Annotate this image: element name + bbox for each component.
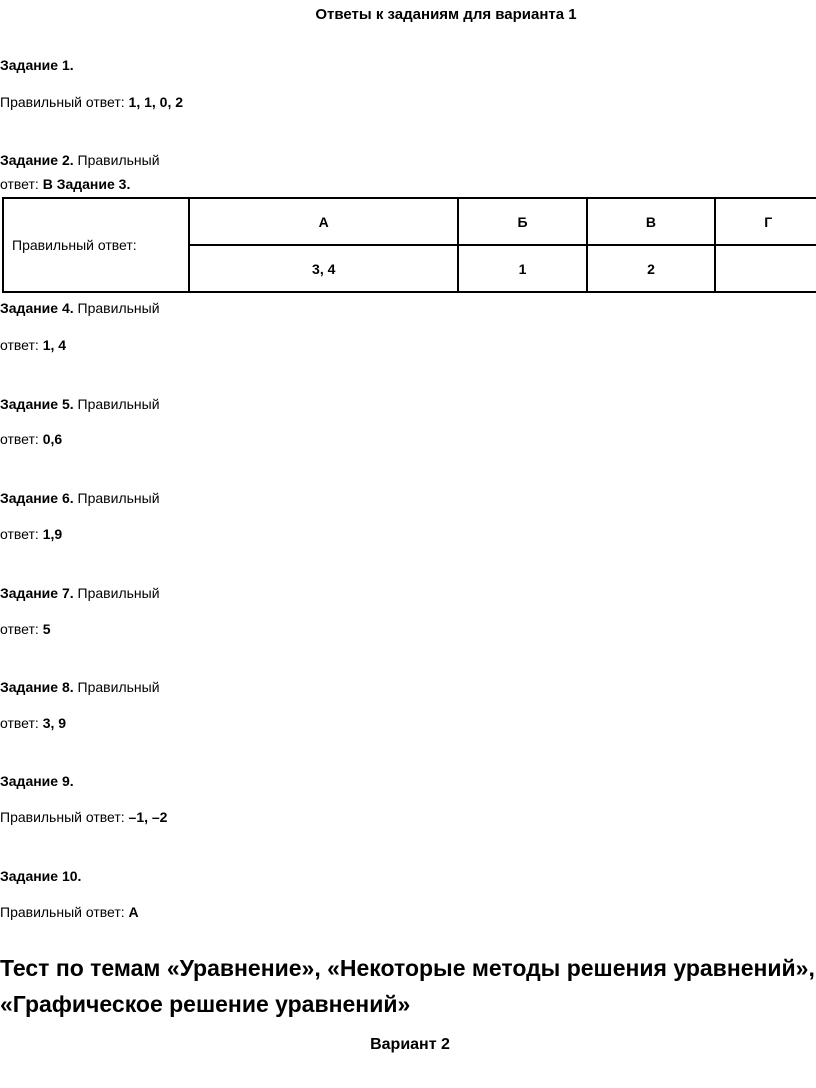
table-header-cell: А — [189, 198, 458, 245]
task-1-label: Задание 1. — [0, 57, 74, 73]
task-4-label: Задание 4. — [0, 300, 74, 316]
task-10-answer — [0, 903, 139, 921]
answer-label: ответ: — [0, 715, 39, 731]
table-row — [3, 198, 816, 245]
table-header-cell: Б — [458, 198, 586, 245]
task-5-line-1 — [0, 395, 160, 413]
table-header-cell: Г — [715, 198, 816, 245]
task-8-label: Задание 8. — [0, 679, 74, 695]
task-8-line-2 — [0, 714, 66, 732]
answer-label: ответ: — [0, 621, 39, 637]
task-2-line-1 — [0, 151, 160, 169]
task-10-label: Задание 10. — [0, 868, 82, 884]
answer-label: Правильный ответ: — [0, 94, 125, 110]
answer-value: 0,6 — [42, 431, 63, 447]
test-title: Тест по темам «Уравнение», «Некоторые методы решения уравнений», «Графическое решение уравнений» — [0, 955, 815, 1017]
task-9-answer — [0, 808, 167, 826]
answer-label: Правильный — [77, 679, 160, 695]
task-4-line-1 — [0, 299, 160, 317]
answer-label: ответ: — [0, 337, 39, 353]
task-6-label: Задание 6. — [0, 490, 74, 506]
task-6-line-2 — [0, 525, 62, 543]
task-2-line-2 — [0, 175, 130, 193]
task-7-line-1 — [0, 584, 160, 602]
page-title: Ответы к заданиям для варианта 1 — [315, 6, 577, 23]
task-7-label: Задание 7. — [0, 585, 74, 601]
answer-value: 3, 9 — [42, 715, 67, 731]
answer-value: 1,9 — [42, 526, 63, 542]
answer-value: 1, 4 — [42, 337, 67, 353]
table-value-cell: 1 — [458, 245, 586, 292]
task-5-line-2 — [0, 430, 62, 448]
answer-label: Правильный — [77, 152, 160, 168]
answer-label: ответ: — [0, 526, 39, 542]
task-9-label: Задание 9. — [0, 773, 74, 789]
answer-label: ответ: — [0, 176, 39, 192]
answer-value: 5 — [42, 621, 51, 637]
answer-value: В — [42, 176, 53, 192]
answer-label: Правильный — [77, 300, 160, 316]
task-2-label: Задание 2. — [0, 152, 74, 168]
answer-label: Правильный ответ: — [0, 904, 125, 920]
task-6-line-1 — [0, 489, 160, 507]
table-value-cell — [715, 245, 816, 292]
table-value-cell: 3, 4 — [189, 245, 458, 292]
answer-value: А — [128, 904, 139, 920]
task-5-label: Задание 5. — [0, 396, 74, 412]
answer-value: 1, 1, 0, 2 — [128, 94, 184, 110]
answer-value: –1, –2 — [128, 809, 168, 825]
answer-label: Правильный — [77, 585, 160, 601]
task-4-line-2 — [0, 336, 66, 354]
table-row-label: Правильный ответ: — [3, 198, 189, 292]
answer-label: Правильный ответ: — [0, 809, 125, 825]
answer-label: Правильный — [77, 396, 160, 412]
task-3-label: Задание 3. — [56, 176, 131, 192]
table-header-cell: В — [587, 198, 716, 245]
variant-heading: Вариант 2 — [370, 1036, 450, 1053]
task-3-answer-table — [2, 197, 816, 293]
answer-label: ответ: — [0, 431, 39, 447]
task-1-answer — [0, 93, 183, 111]
table-value-cell: 2 — [587, 245, 716, 292]
answer-label: Правильный — [77, 490, 160, 506]
task-8-line-1 — [0, 678, 160, 696]
task-7-line-2 — [0, 620, 50, 638]
